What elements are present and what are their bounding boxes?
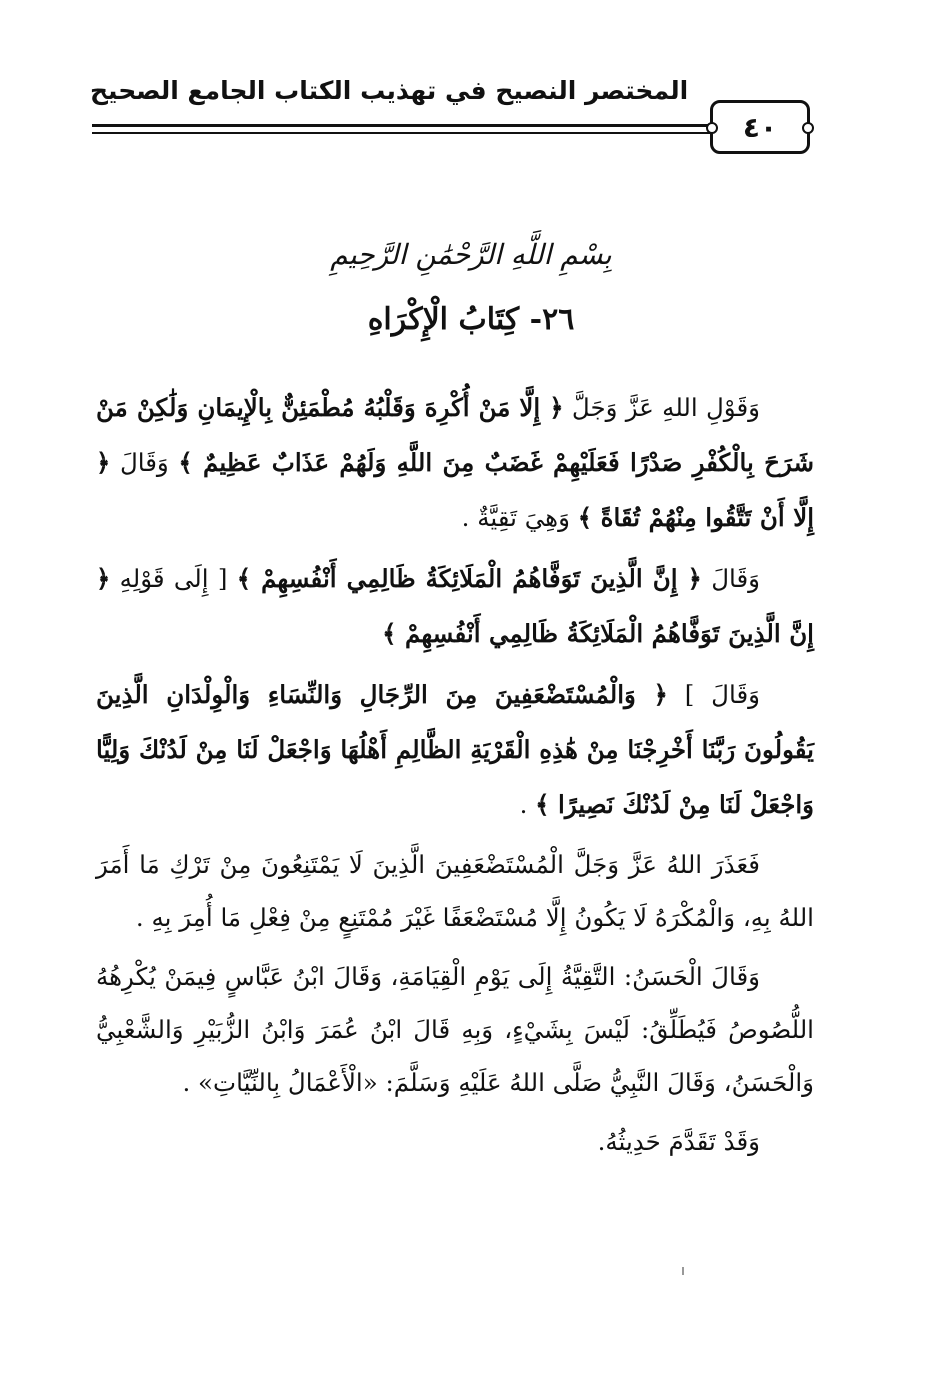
text-segment: وَقَدْ تَقَدَّمَ حَدِيثُهُ. (597, 1127, 760, 1156)
paragraph (96, 551, 814, 661)
text-segment: وَقَالَ (110, 448, 179, 477)
body-text (96, 380, 814, 1174)
paragraph (96, 950, 814, 1109)
text-segment: [ إِلَى قَوْلِهِ (110, 564, 237, 593)
running-title: المختصر النصيح في تهذيب الكتاب الجامع الصحيح (90, 76, 689, 105)
text-segment: فَعَذَرَ اللهُ عَزَّ وَجَلَّ الْمُسْتَضْعَفِينَ الَّذِينَ لَا يَمْتَنِعُونَ مِنْ تَرْكِ مَا أَمَرَ اللهُ بِهِ، وَالْمُكْرَهُ لَا يَكُونُ إِلَّا مُسْتَضْعَفًا غَيْرَ مُمْتَنِعٍ مِنْ فِعْلِ مَا أُمِرَ بِهِ . (96, 850, 814, 932)
scan-mark (682, 1267, 684, 1275)
paragraph (96, 667, 814, 832)
page-number: ٤٠ (710, 100, 810, 154)
paragraph (96, 380, 814, 545)
quran-verse: ﴿ إِنَّ الَّذِينَ تَوَفَّاهُمُ الْمَلَائِكَةُ ظَالِمِي أَنْفُسِهِمْ ﴾ (96, 564, 814, 648)
quran-verse: ﴿ وَالْمُسْتَضْعَفِينَ مِنَ الرِّجَالِ وَالنِّسَاءِ وَالْوِلْدَانِ الَّذِينَ يَقُولُونَ رَبَّنَا أَخْرِجْنَا مِنْ هَٰذِهِ الْقَرْيَةِ الظَّالِمِ أَهْلُهَا وَاجْعَلْ لَنَا مِنْ لَدُنْكَ وَلِيًّا وَاجْعَلْ لَنَا مِنْ لَدُنْكَ نَصِيرًا ﴾ (96, 680, 814, 819)
text-segment: . (519, 790, 536, 819)
chapter-title: ٢٦- كِتَابُ الْإِكْرَاهِ (367, 302, 575, 337)
header-rule (92, 124, 710, 134)
paragraph (96, 838, 814, 944)
quran-verse: ﴿ إِلَّا مَنْ أُكْرِهَ وَقَلْبُهُ مُطْمَئِنٌّ بِالْإِيمَانِ وَلَٰكِنْ مَنْ شَرَحَ بِالْكُفْرِ صَدْرًا فَعَلَيْهِمْ غَضَبٌ مِنَ اللَّهِ وَلَهُمْ عَذَابٌ عَظِيمٌ ﴾ (96, 393, 814, 477)
text-segment: وَقَالَ (701, 564, 760, 593)
quran-verse: ﴿ إِلَّا أَنْ تَتَّقُوا مِنْهُمْ تُقَاةً ﴾ (96, 448, 814, 532)
text-segment: وَقَالَ ] (667, 680, 760, 709)
text-segment: وَقَالَ الْحَسَنُ: التَّقِيَّةُ إِلَى يَوْمِ الْقِيَامَةِ، وَقَالَ ابْنُ عَبَّاسٍ فِيمَنْ يُكْرِهُهُ اللُّصُوصُ فَيُطَلِّقُ: لَيْسَ بِشَيْءٍ، وَبِهِ قَالَ ابْنُ عُمَرَ وَابْنُ الزُّبَيْرِ وَالشَّعْبِيُّ وَالْحَسَنُ، وَقَالَ النَّبِيُّ صَلَّى اللهُ عَلَيْهِ وَسَلَّمَ: «الْأَعْمَالُ بِالنِّيَّاتِ» . (96, 962, 814, 1097)
text-segment: وَهِيَ تَقِيَّةٌ . (461, 503, 578, 532)
paragraph (96, 1115, 814, 1168)
basmala: بِسْمِ اللَّهِ الرَّحْمَٰنِ الرَّحِيمِ (330, 238, 612, 271)
quran-verse: ﴿ إِنَّ الَّذِينَ تَوَفَّاهُمُ الْمَلَائِكَةُ ظَالِمِي أَنْفُسِهِمْ ﴾ (236, 564, 702, 593)
text-segment: وَقَوْلِ اللهِ عَزَّ وَجَلَّ (563, 393, 761, 422)
